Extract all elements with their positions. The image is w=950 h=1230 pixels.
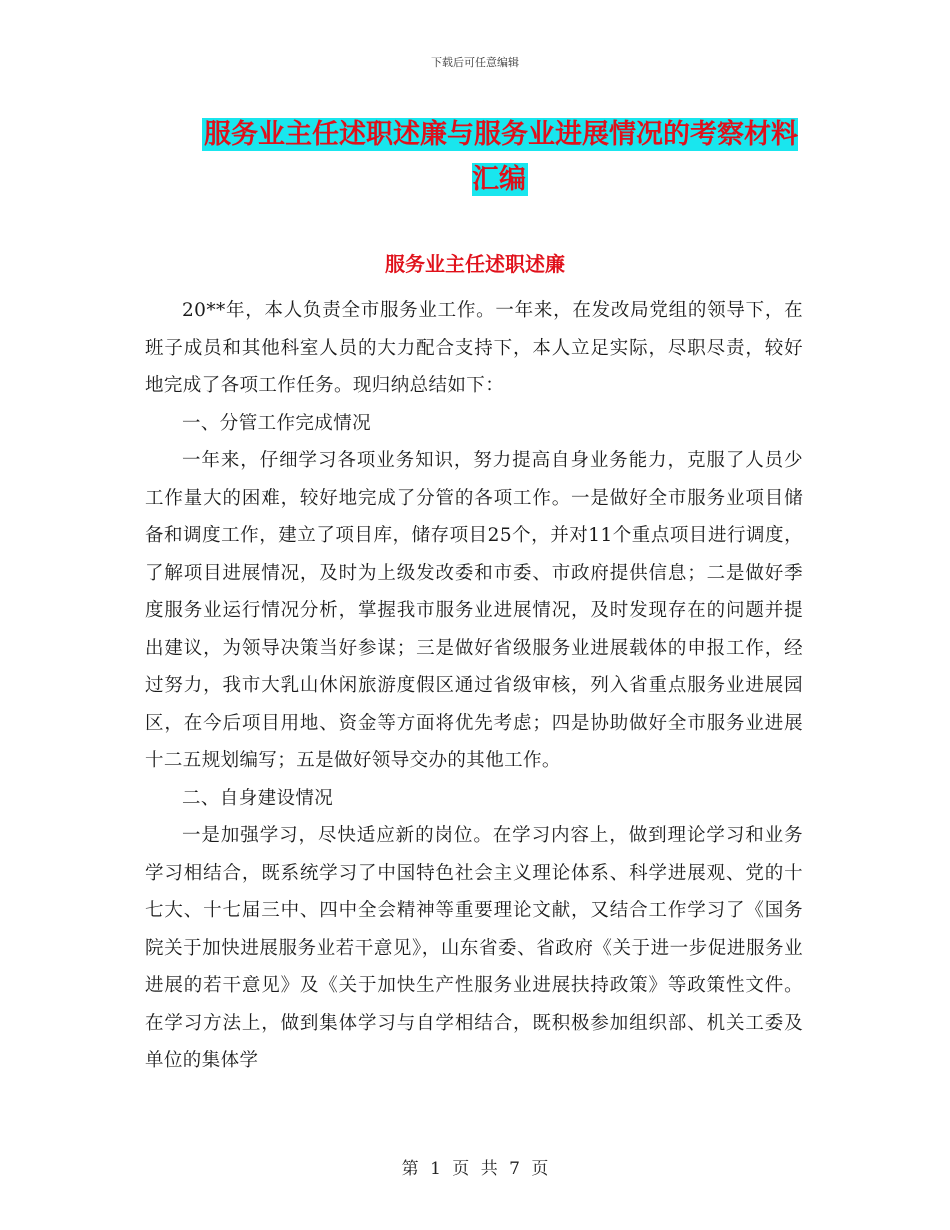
document-title (190, 112, 810, 202)
heading-self-construction: 二、自身建设情况 (182, 787, 334, 809)
paragraph-self-construction: 一是加强学习，尽快适应新的岗位。在学习内容上，做到理论学习和业务学习相结合，既系统学习了中国特色社会主义理论体系、科学进展观、党的十七大、十七届三中、四中全会精神等重要理论文献，又结合工作学习了《国务院关于加快进展服务业若干意见》，山东省委、省政府《关于进一步促进服务业进展的若干意见》及《关于加快生产性服务业进展扶持政策》等政策性文件。在学习方法上，做到集体学习与自学相结合，既积极参加组织部、机关工委及单位的集体学 (145, 825, 803, 1071)
heading-work-completion: 一、分管工作完成情况 (182, 412, 372, 434)
document-title-text: 服务业主任述职述廉与服务业进展情况的考察材料汇编 (204, 119, 798, 195)
paragraph-intro: 20**年，本人负责全市服务业工作。一年来，在发改局党组的领导下，在班子成员和其他科室人员的大力配合支持下，本人立足实际，尽职尽责，较好地完成了各项工作任务。现归纳总结如下： (145, 300, 803, 396)
paragraph-work-completion: 一年来，仔细学习各项业务知识，努力提高自身业务能力，克服了人员少工作量大的困难，较好地完成了分管的各项工作。一是做好全市服务业项目储备和调度工作，建立了项目库，储存项目25个，并对11个重点项目进行调度，了解项目进展情况，及时为上级发改委和市委、市政府提供信息；二是做好季度服务业运行情况分析，掌握我市服务业进展情况，及时发现存在的问题并提出建议，为领导决策当好参谋；三是做好省级服务业进展载体的申报工作，经过努力，我市大乳山休闲旅游度假区通过省级审核，列入省重点服务业进展园区，在今后项目用地、资金等方面将优先考虑；四是协助做好全市服务业进展十二五规划编写；五是做好领导交办的其他工作。 (145, 450, 803, 771)
page-footer: 第 1 页 共 7 页 (401, 1159, 549, 1179)
page-header-note: 下载后可任意编辑 (431, 56, 519, 69)
section-title: 服务业主任述职述廉 (385, 252, 565, 276)
document-body (145, 292, 803, 1080)
